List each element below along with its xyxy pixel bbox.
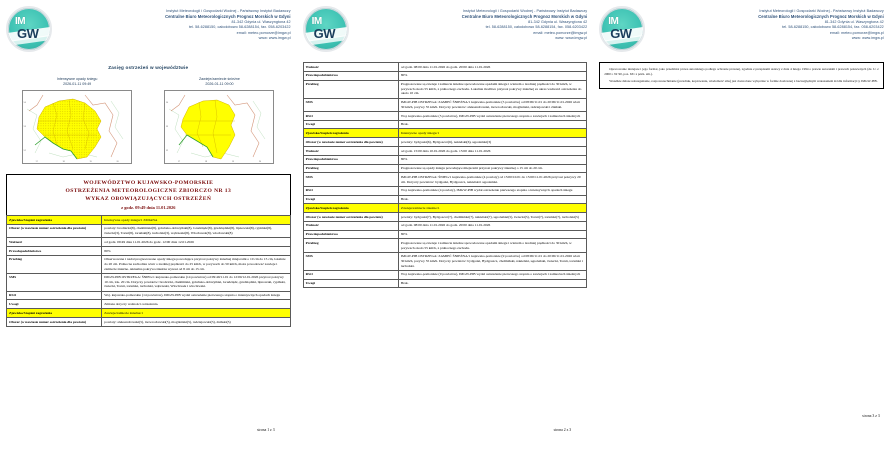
imgw-logo-icon-3 xyxy=(599,6,645,52)
table-row-course-3 xyxy=(303,164,587,173)
table-row-validity-1 xyxy=(7,238,291,247)
value-sms-3: IMGW-PIB OSTRZEGA: ŚNIEG/1 kujawsko-pomorskie (4 powiaty) od 15:00/10.01 do 15:00/11.01.2026 przyrost pokrywy 20 cm. Dotyczy powiatów: bydgoski, Bydgoszcz, nakielski i sępoleński. xyxy=(398,173,586,186)
value-notes-1: Zmiana dotyczy ważności ostrzeżenia. xyxy=(102,300,290,309)
imgw-logo-icon xyxy=(6,6,52,52)
bulletin-title-block xyxy=(6,174,291,215)
page-2-footer: strona 2 z 3 xyxy=(553,428,572,432)
table-row-sms-2 xyxy=(303,98,587,111)
office-phone-2: tel. 58-6288150, całodobowo 58-6288154, fax. 058-6203422 xyxy=(485,25,588,30)
label-sms-3: SMS xyxy=(303,173,398,186)
label-area: Obszar (w nawiasie numer ostrzeżenia dla powiatu) xyxy=(7,224,102,237)
value-area-3: powiaty: bydgoski(6), Bydgoszcz(6), nakielski(6), sępoleński(3) xyxy=(398,138,586,147)
table-row-notes-2 xyxy=(303,120,587,129)
page-3 xyxy=(593,0,890,450)
value-course-1: Obserwowane i nadal prognozowane opady śniegu powodujące przyrost pokrywy śnieżnej miejscami o 10 cm do 15 cm, lokalnie do 20 cm. Północna zachodnia wiatr o średniej prędkości do 25 km/h, w porywach do 50 km/h, może powodować zawieje i zamiecie śnieżne. Aktualna pokrywa śnieżna wynosi od 8 cm do 15 cm. xyxy=(102,255,290,273)
office-email-2: email: meteo.pomorze@imgw.pl xyxy=(533,30,588,35)
table-row-probability-1 xyxy=(7,246,291,255)
label-course: Przebieg xyxy=(7,255,102,273)
value-rso-1: Woj. kujawsko-pomorskie (14 powiatów), IMGW-PIB wydał ostrzeżenie pierwszego stopnia o intensywnych opadach śniegu xyxy=(102,291,290,300)
label-rso-2: RSO xyxy=(303,111,398,120)
label-probability-2: Prawdopodobieństwo xyxy=(303,71,398,80)
label-notes-3: Uwagi xyxy=(303,195,398,204)
map-image-blizzard xyxy=(164,90,274,164)
warnings-table-page-1 xyxy=(6,215,291,327)
office-address-2: 81-342 Gdynia ul. Waszyngtona 42 xyxy=(528,19,588,24)
value-probability-1: 80% xyxy=(102,246,290,255)
maps-section-title: Zasięg ostrzeżeń w województwie xyxy=(108,65,189,70)
label-validity-4: Ważność xyxy=(303,221,398,230)
table-row-validity-2 xyxy=(303,63,587,72)
value-phenomenon-1: Intensywne opady śniegu/1 ZMIANA xyxy=(102,216,290,225)
table-row-course-2 xyxy=(303,80,587,98)
logo-gw-text-2: GW xyxy=(313,26,335,41)
map-card-blizzard xyxy=(159,77,279,164)
table-row-rso-4 xyxy=(303,270,587,279)
letterhead-address-block xyxy=(56,6,291,41)
value-validity-3: od godz. 15:00 dnia 10.01.2026 do godz. 15:00 dnia 11.01.2026 xyxy=(398,147,586,156)
map-axis-ticks-right xyxy=(130,91,131,163)
bulletin-title-number: OSTRZEŻENIA METEOROLOGICZNE ZBIORCZO NR 13 xyxy=(65,188,232,194)
label-course-2: Przebieg xyxy=(303,80,398,98)
office-website: www: www.imgw.pl xyxy=(258,36,291,41)
copyright-paragraph-2: Wszelkie dalsze udostępnianie, rozpowszechnianie (przedruk, kopiowanie, wiadomość sms) jest dozwolone wyłącznie w formie dosłownej z bezwzględnym wskazaniem źródła informacji tj. IMGW-PIB. xyxy=(609,79,878,84)
map-axis-ticks-bottom-2: 17 18 19 20 xyxy=(177,160,262,163)
office-website-2: www: www.imgw.pl xyxy=(555,36,588,41)
table-row-area-1 xyxy=(7,224,291,237)
value-rso-4: Woj. kujawsko-pomorskie (9 powiatów), IMGW-PIB wydał ostrzeżenie pierwszego stopnia o zawiejach i zamieciach śnieżnych xyxy=(398,270,586,279)
bulletin-title-list: WYKAZ OBOWIĄZUJĄCYCH OSTRZEŻEŃ xyxy=(85,196,212,202)
value-sms-4: IMGW-PIB OSTRZEGA: ZAMIEĆ ŚNIEŻNA/1 kujawsko-pomorskie (9 powiatów) od 08:00/11.01 do 20:00/11.01.2026 wiatr 30 km/h, porywy 55 km/h. Dotyczy powiatów: bydgoski, Bydgoszcz, chełmiński, nakielski, sępoleński, świecki, Toruń, toruński i tucholski. xyxy=(398,252,586,270)
table-row-probability-3 xyxy=(303,155,587,164)
imgw-logo-icon-2 xyxy=(303,6,349,52)
office-name: Centralne Biuro Meteorologicznych Prognoz Morskich w Gdyni xyxy=(165,14,291,20)
label-validity: Ważność xyxy=(7,238,102,247)
table-row-rso-1 xyxy=(7,291,291,300)
institute-name-3: Instytut Meteorologii i Gospodarki Wodnej - Państwowy Instytut Badawczy xyxy=(759,9,884,13)
map-axis-ticks-bottom: 17 18 19 20 xyxy=(35,160,119,163)
map-axis-ticks-left-2: 54 53 52 xyxy=(165,102,169,152)
map-image-snowfall xyxy=(22,90,132,164)
table-row-area-2 xyxy=(7,318,291,327)
letterhead-page-2 xyxy=(303,6,588,52)
letterhead-address-block-2 xyxy=(353,6,588,41)
table-row-validity-4 xyxy=(303,221,587,230)
map-caption-snowfall-timestamp: 2026-01-11 09:49 xyxy=(63,82,92,86)
value-course-4: Prognozowane są zawieje i zamiecie śnieżne spowodowane opadami śniegu i wiatrem o średniej prędkości do 30 km/h, w porywach około 55 km/h, z północnego zachodu. xyxy=(398,239,586,252)
label-probability-4: Prawdopodobieństwo xyxy=(303,230,398,239)
label-notes: Uwagi xyxy=(7,300,102,309)
table-row-phenomenon-3 xyxy=(303,129,587,138)
bulletin-title-voivodeship: WOJEWÓDZTWO KUJAWSKO-POMORSKIE xyxy=(83,180,214,186)
label-validity-2: Ważność xyxy=(303,63,398,72)
value-phenomenon-4: Zawieje/zamiecie śnieżne/1 xyxy=(398,204,586,213)
value-validity-2: od godz. 08:00 dnia 11.01.2026 do godz. 20:00 dnia 11.01.2026 xyxy=(398,63,586,72)
office-phone-3: tel. 58-6288150, całodobowo 58-6288154, fax. 058-6203422 xyxy=(782,25,884,30)
value-probability-2: 80% xyxy=(398,71,586,80)
value-sms-1: IMGW-PIB OSTRZEGA: ŚNIEG/1 kujawsko-pomorskie (14 powiatów) od 09:49/11.01 do 12:00/12.01.2026 przyrost pokrywy 10 cm, lok. 20 cm. Dotyczy powiatów: brodzicki, chełmiński, golubsko-dobrzyński, Grudziądz, grudziądzki, lipnowski, rypiński, świecki, Toruń, toruński, tucholski, wąbrzeski, Włocławek i włocławski. xyxy=(102,273,290,291)
value-probability-4: 80% xyxy=(398,230,586,239)
table-row-notes-4 xyxy=(303,279,587,288)
table-row-sms-3 xyxy=(303,173,587,186)
table-row-phenomenon-2 xyxy=(7,309,291,318)
table-row-phenomenon-4 xyxy=(303,204,587,213)
institute-name-2: Instytut Meteorologii i Gospodarki Wodnej - Państwowy Instytut Badawczy xyxy=(462,9,588,13)
map-svg-blizzard xyxy=(165,91,273,163)
label-area-2: Obszar (w nawiasie numer ostrzeżenia dla powiatu) xyxy=(7,318,102,327)
label-course-3: Przebieg xyxy=(303,164,398,173)
value-course-2: Prognozowane są zawieje i zamiecie śnieżne spowodowane opadami śniegu i wiatrem o średniej prędkości do 30 km/h, w porywach około 55 km/h, z północnego zachodu. Lokalnie możliwe przyrost pokrywy śnieżnej za okres ważności ostrzeżenia do około 10 cm. xyxy=(398,80,586,98)
label-sms: SMS xyxy=(7,273,102,291)
table-row-probability-2 xyxy=(303,71,587,80)
label-course-4: Przebieg xyxy=(303,239,398,252)
office-address-3: 81-342 Gdynia ul. Waszyngtona 42 xyxy=(824,19,884,24)
value-sms-2: IMGW-PIB OSTRZEGA: ZAMIEĆ ŚNIEŻNA/1 kujawsko-pomorskie (5 powiatów) od 08:00/11.01 do 20:00/11.01.2026 wiatr 30 km/h, porywy 55 km/h. Dotyczy powiatów: aleksandrowski, inowrocławski, mogileński, radziejowski i żniński. xyxy=(398,98,586,111)
logo-gw-text-3: GW xyxy=(610,26,632,41)
value-validity-4: od godz. 08:00 dnia 11.01.2026 do godz. 20:00 dnia 11.01.2026 xyxy=(398,221,586,230)
map-svg-snowfall xyxy=(23,91,131,163)
institute-name: Instytut Meteorologii i Gospodarki Wodnej - Państwowy Instytut Badawczy xyxy=(166,9,291,13)
label-rso-3: RSO xyxy=(303,186,398,195)
table-row-area-4 xyxy=(303,213,587,222)
value-validity-1: od godz. 09:49 dnia 11.01.2026 do godz. 12:00 dnia 12.01.2026 xyxy=(102,238,290,247)
office-website-3: www: www.imgw.pl xyxy=(851,36,884,41)
bulletin-title-issued-at: z godz. 09:49 dnia 11.01.2026 xyxy=(121,205,176,210)
logo-im-text-3: IM xyxy=(608,16,619,27)
table-row-course-1 xyxy=(7,255,291,273)
copyright-paragraph-1: Opracowanie niniejsze i jego format, jako przedmiot prawa autorskiego podlega ochronie prawnej, zgodnie z przepisami ustawy z dnia 4 lutego 1994 o prawie autorskim i prawach pokrewnych (dz. U. z 2000 r. Nr 90, poz. 631 z późn. zm.). xyxy=(604,67,879,76)
office-email: email: meteo.pomorze@imgw.pl xyxy=(236,30,291,35)
page-1 xyxy=(0,0,297,450)
value-notes-4: Brak. xyxy=(398,279,586,288)
page-1-footer: strona 1 z 3 xyxy=(256,428,275,432)
map-caption-snowfall-name: Intensywne opady śniegu xyxy=(56,77,98,81)
letterhead-page-1 xyxy=(6,6,291,52)
table-row-sms-1 xyxy=(7,273,291,291)
label-probability-3: Prawdopodobieństwo xyxy=(303,155,398,164)
value-rso-3: Woj. kujawsko-pomorskie (4 powiaty), IMGW-PIB wydał ostrzeżenie pierwszego stopnia o intensywnych opadach śniegu xyxy=(398,186,586,195)
office-address: 81-342 Gdynia ul. Waszyngtona 42 xyxy=(231,19,291,24)
letterhead-page-3 xyxy=(599,6,884,52)
table-row-probability-4 xyxy=(303,230,587,239)
label-rso-4: RSO xyxy=(303,270,398,279)
value-phenomenon-2: Zawieje/zamiecie śnieżne/1 xyxy=(102,309,290,318)
table-row-course-4 xyxy=(303,239,587,252)
table-row-sms-4 xyxy=(303,252,587,270)
table-row-notes-3 xyxy=(303,195,587,204)
value-course-3: Prognozowane są opady śniegu powodujące miejscami przyrost pokrywy śnieżnej o 15 cm do 20 cm. xyxy=(398,164,586,173)
label-phenomenon-3: Zjawisko/Stopień zagrożenia xyxy=(303,129,398,138)
table-row-phenomenon-1 xyxy=(7,216,291,225)
copyright-notice-box xyxy=(599,62,884,89)
value-probability-3: 80% xyxy=(398,155,586,164)
table-row-rso-2 xyxy=(303,111,587,120)
page-3-footer: strona 3 z 3 xyxy=(862,414,880,418)
logo-im-text-2: IM xyxy=(311,16,322,27)
table-row-validity-3 xyxy=(303,147,587,156)
maps-container xyxy=(6,77,291,164)
map-card-snowfall xyxy=(17,77,137,164)
logo-gw-text: GW xyxy=(17,26,39,41)
table-row-rso-3 xyxy=(303,186,587,195)
label-phenomenon: Zjawisko/Stopień zagrożenia xyxy=(7,216,102,225)
letterhead-address-block-3 xyxy=(649,6,884,41)
label-probability: Prawdopodobieństwo xyxy=(7,246,102,255)
office-email-3: email: meteo.pomorze@imgw.pl xyxy=(829,30,884,35)
office-phone: tel. 58-6288150, całodobowo 58-6288154, fax. 058-6203422 xyxy=(188,25,291,30)
value-phenomenon-3: Intensywne opady śniegu/1 xyxy=(398,129,586,138)
value-rso-2: Woj. kujawsko-pomorskie (5 powiatów), IMGW-PIB wydał ostrzeżenie pierwszego stopnia o zawiejach i zamieciach śnieżnych xyxy=(398,111,586,120)
value-notes-3: Brak. xyxy=(398,195,586,204)
label-phenomenon-2: Zjawisko/Stopień zagrożenia xyxy=(7,309,102,318)
map-caption-blizzard-name: Zawieje/zamiecie śnieżne xyxy=(198,77,240,81)
label-area-4: Obszar (w nawiasie numer ostrzeżenia dla powiatu) xyxy=(303,213,398,222)
label-sms-4: SMS xyxy=(303,252,398,270)
table-row-area-3 xyxy=(303,138,587,147)
value-area-1: powiaty: brodnicki(8), chełmiński(8), golubsko-dobrzyński(8), Grudziądz(8), grudziądzki(8), lipnowski(8), rypiński(8), świecki(3), Toruń(8), toruński(8), tucholski(3), wąbrzeski(8), Włocławek(8), włocławski(8) xyxy=(102,224,290,237)
warnings-table-page-2 xyxy=(303,62,588,288)
label-validity-3: Ważność xyxy=(303,147,398,156)
office-name-2: Centralne Biuro Meteorologicznych Prognoz Morskich w Gdyni xyxy=(461,14,588,20)
office-name-3: Centralne Biuro Meteorologicznych Prognoz Morskich w Gdyni xyxy=(758,14,884,20)
value-area-2: powiaty: aleksandrowski(5), inowrocławski(5), mogileński(5), radziejowski(5), żniński(5) xyxy=(102,318,290,327)
label-notes-4: Uwagi xyxy=(303,279,398,288)
label-phenomenon-4: Zjawisko/Stopień zagrożenia xyxy=(303,204,398,213)
page-2 xyxy=(297,0,594,450)
map-caption-blizzard-timestamp: 2026-01-11 09:00 xyxy=(205,82,234,86)
map-axis-ticks-left: 54 53 52 xyxy=(23,102,26,152)
label-notes-2: Uwagi xyxy=(303,120,398,129)
value-notes-2: Brak. xyxy=(398,120,586,129)
label-area-3: Obszar (w nawiasie numer ostrzeżenia dla powiatu) xyxy=(303,138,398,147)
table-row-notes-1 xyxy=(7,300,291,309)
logo-im-text: IM xyxy=(15,16,26,27)
label-sms-2: SMS xyxy=(303,98,398,111)
value-area-4: powiaty: bydgoski(7), Bydgoszcz(7), chełmiński(7), nakielski(7), sępoleński(5), świecki(5), Toruń(7), toruński(7), tucholski(5) xyxy=(398,213,586,222)
label-rso: RSO xyxy=(7,291,102,300)
